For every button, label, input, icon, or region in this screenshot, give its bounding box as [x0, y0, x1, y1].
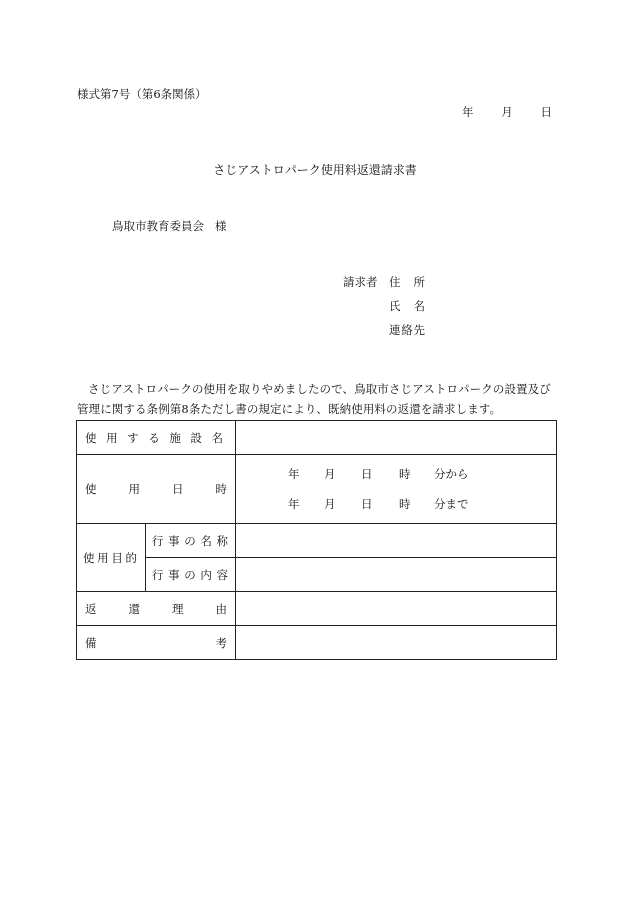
body-text: さじアストロパークの使用を取りやめましたので、鳥取市さじアストロパークの設置及び管理に関する条例第8条ただし書の規定により、既納使用料の返還を請求します。 [77, 382, 551, 416]
datetime-from: 年 月 日 時 分から [288, 467, 469, 481]
applicant-label: 請求者 [343, 275, 378, 289]
datetime-label: 使 用 日 時 [77, 455, 236, 524]
date-month-label: 月 [501, 105, 513, 119]
remarks-label: 備 考 [77, 626, 236, 660]
addressee [112, 218, 227, 234]
remarks-row [77, 626, 557, 660]
date-day-label: 日 [540, 105, 552, 119]
document-title: さじアストロパーク使用料返還請求書 [213, 163, 417, 177]
addressee-name: 鳥取市教育委員会 [112, 219, 204, 233]
event-content-row [77, 558, 557, 592]
event-name-row [77, 524, 557, 558]
remarks-value[interactable] [236, 626, 557, 660]
date-year-label: 年 [462, 105, 474, 119]
event-name-value[interactable] [236, 524, 557, 558]
applicant-address-label: 住 所 [389, 275, 425, 289]
applicant-name-label: 氏 名 [389, 299, 425, 313]
event-name-label: 行 事 の 名 称 [146, 524, 236, 558]
event-content-label: 行 事 の 内 容 [146, 558, 236, 592]
purpose-label: 使 用 目 的 [77, 524, 146, 592]
form-table [76, 420, 557, 660]
refund-reason-value[interactable] [236, 592, 557, 626]
addressee-honorific: 様 [215, 219, 227, 233]
datetime-value[interactable] [236, 455, 557, 524]
facility-value[interactable] [236, 421, 557, 455]
form-number: 様式第7号（第6条関係） [77, 87, 207, 101]
refund-reason-label: 返 還 理 由 [77, 592, 236, 626]
date-line [462, 104, 552, 120]
event-content-value[interactable] [236, 558, 557, 592]
facility-row [77, 421, 557, 455]
datetime-to: 年 月 日 時 分まで [288, 497, 469, 511]
applicant-contact-label: 連 絡 先 [389, 323, 425, 337]
refund-reason-row [77, 592, 557, 626]
datetime-row [77, 455, 557, 524]
facility-label: 使 用 す る 施 設 名 [77, 421, 236, 455]
